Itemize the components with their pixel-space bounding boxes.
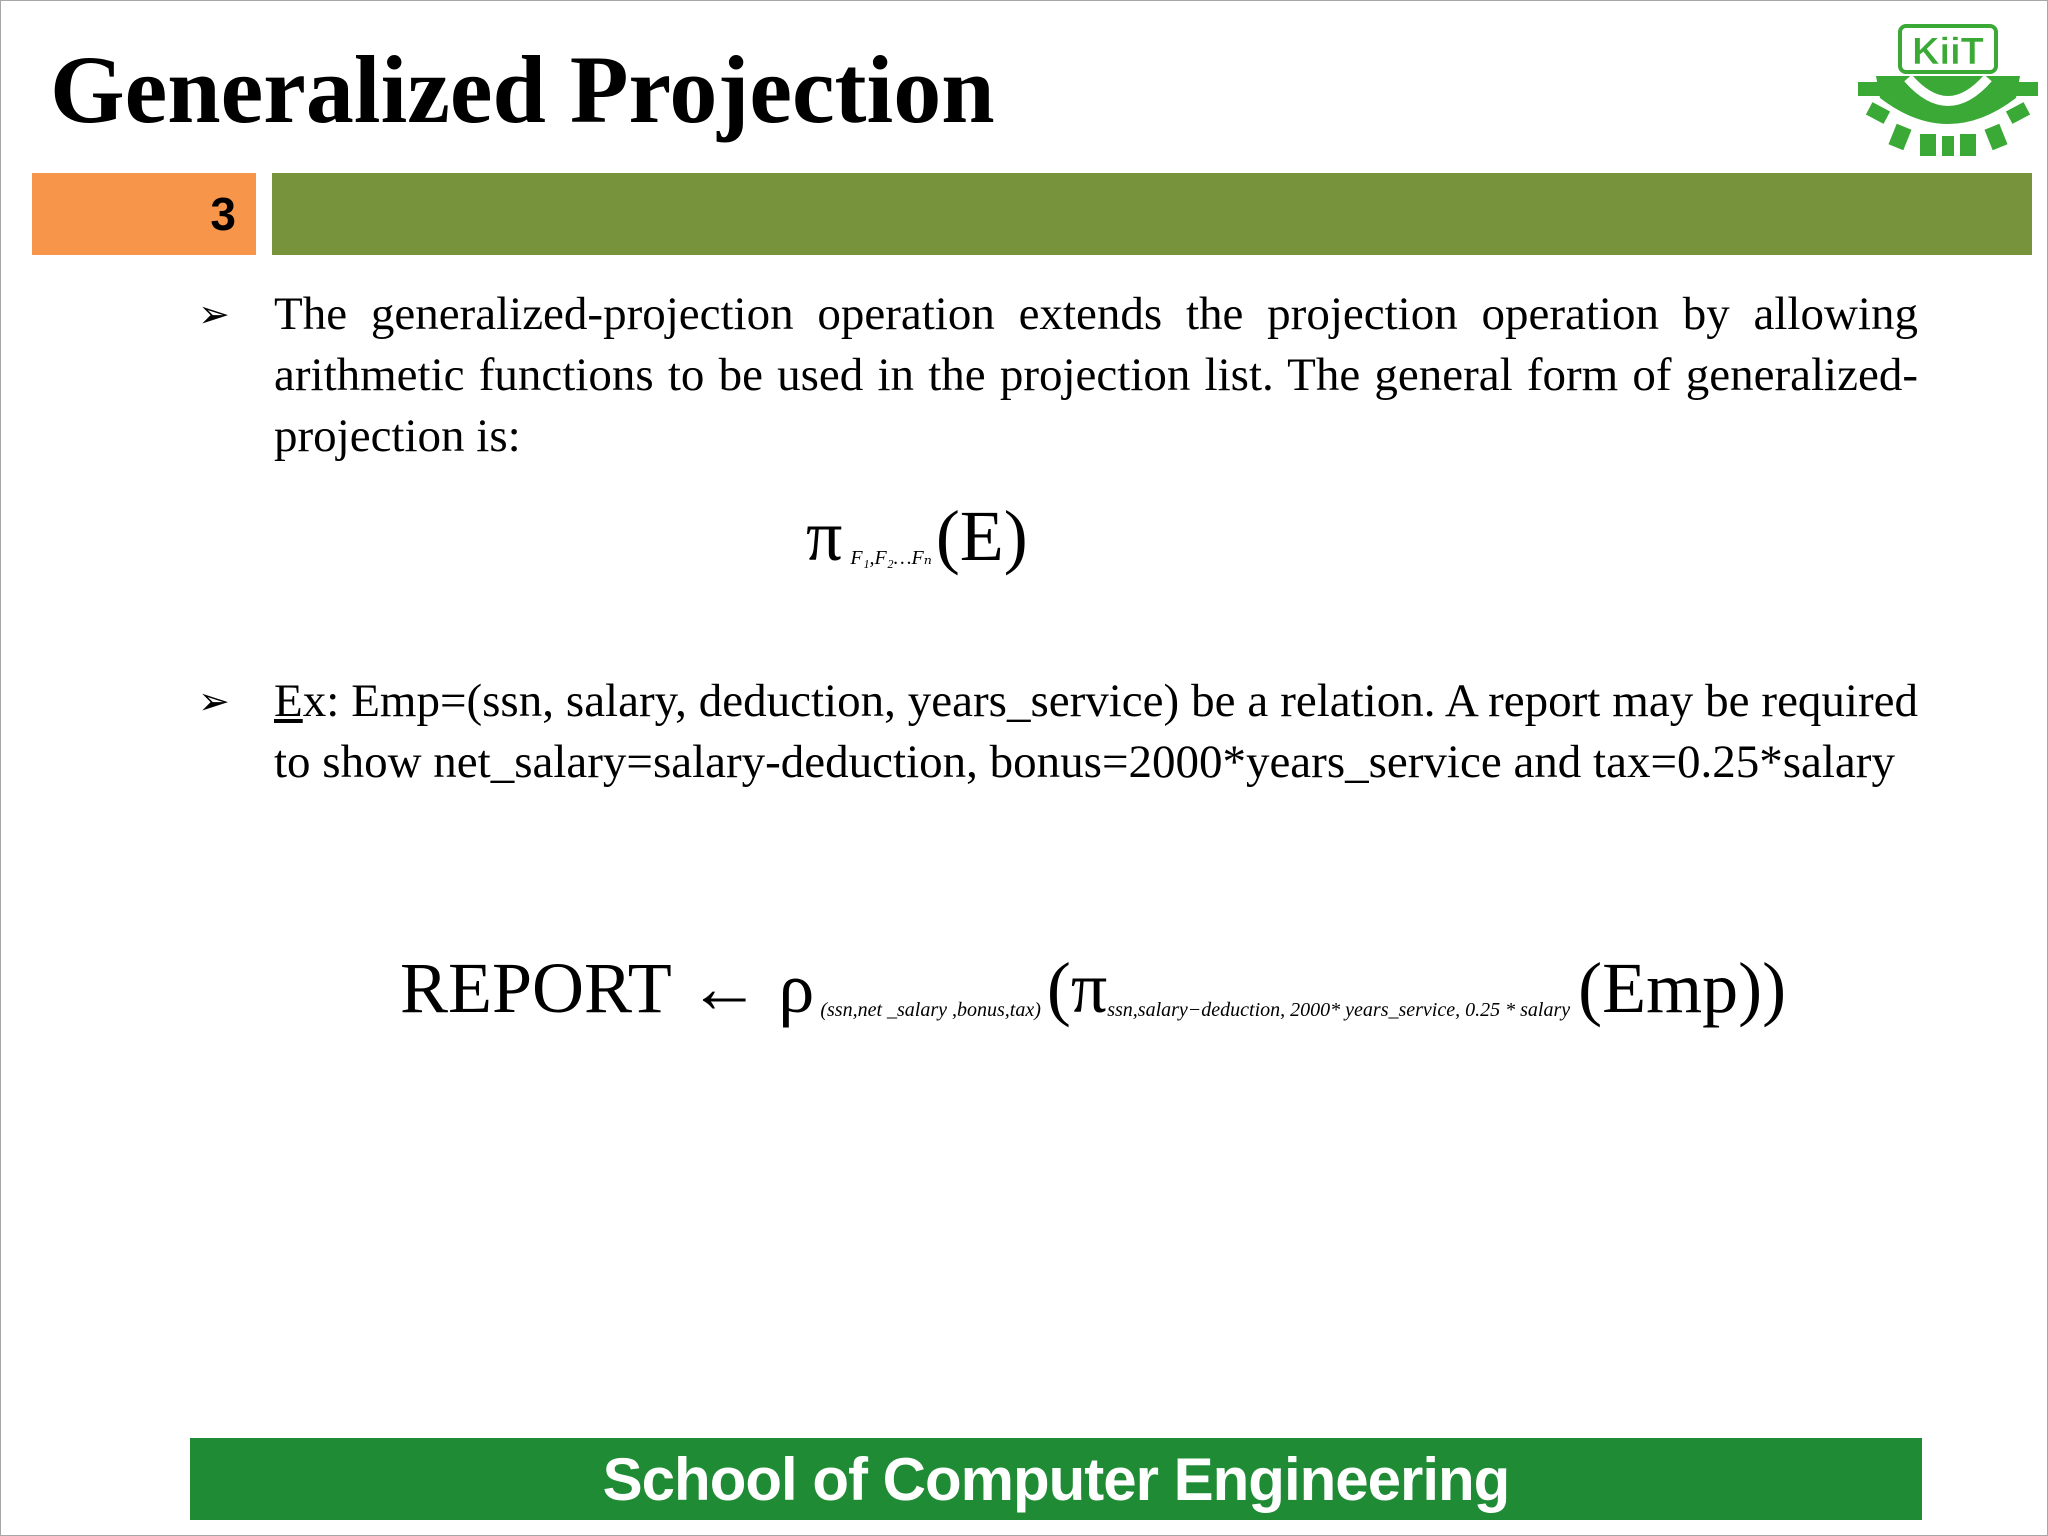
report-lhs: REPORT ← ρ (400, 948, 815, 1028)
report-argument: (Emp)) (1578, 948, 1787, 1028)
kiit-logo (1856, 22, 2040, 156)
example-text: x: Emp=(ssn, salary, deduction, years_service) be a relation. A report may be required to show net_salary=salary-deduction, bonus=2000*years_service and tax=0.25*salary (274, 675, 1918, 788)
bullet-text: The generalized-projection operation extends the projection operation by allowing arithmetic functions to be used in the projection list. The general form of generalized-projection is: (274, 288, 1918, 462)
bullet-definition (198, 284, 1918, 467)
logo-wordmark: KiiT (1912, 31, 1984, 73)
footer-text: School of Computer Engineering (602, 1445, 1510, 1513)
formula-report (400, 940, 1786, 1058)
pi-symbol: π (806, 496, 843, 576)
slide-number (32, 173, 256, 255)
projection-open: (π (1046, 948, 1108, 1028)
bullet-example (198, 671, 1918, 793)
formula-argument: (E) (935, 496, 1028, 576)
footer-banner (190, 1438, 1922, 1520)
projection-subscript: ssn,salary−deduction, 2000* years_service, 0.25 * salary (1107, 999, 1571, 1021)
bullet-text (274, 671, 1918, 793)
example-prefix: E (274, 675, 303, 727)
rename-subscript: (ssn,net _salary ,bonus,tax) (820, 999, 1041, 1021)
bullet-arrow-icon: ➢ (198, 292, 230, 336)
formula-subscript: F₁,F₂…Fₙ (850, 547, 932, 569)
bullet-arrow-icon: ➢ (198, 679, 230, 723)
title-bar (272, 173, 2032, 255)
formula-generalized-projection (806, 488, 1028, 606)
slide-title: Generalized Projection (50, 36, 995, 143)
slide-number-label: 3 (210, 188, 236, 240)
